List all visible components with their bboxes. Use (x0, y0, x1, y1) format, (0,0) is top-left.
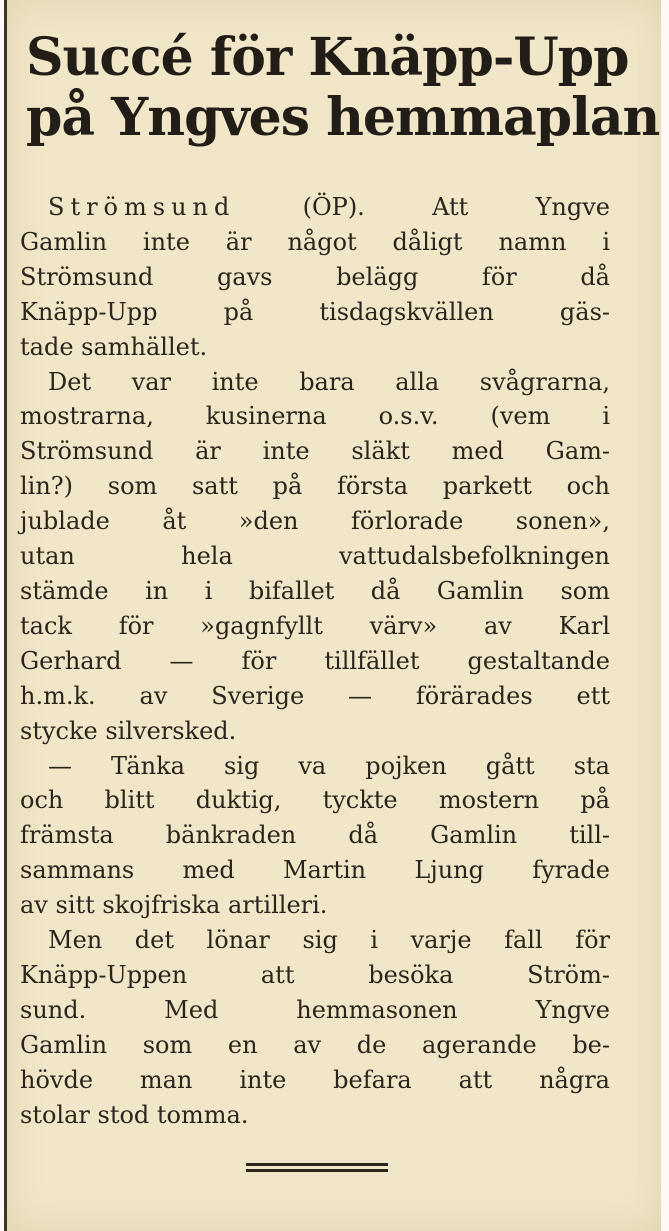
text-line: Gamlin inte är något dåligt namn i (20, 227, 610, 256)
text-line: sund. Med hemmasonen Yngve (20, 995, 610, 1024)
text-line: — Tänka sig va pojken gått sta (48, 751, 610, 780)
text-line: och blitt duktig, tyckte mostern på (20, 786, 610, 815)
text-line: Knäpp-Upp på tisdagskvällen gäs- (20, 297, 610, 326)
text-line: mostrarna, kusinerna o.s.v. (vem i (20, 402, 610, 431)
text-line: stycke silversked. (20, 716, 237, 745)
paragraph-2 (20, 365, 610, 749)
text-line: utan hela vattudalsbefolkningen (20, 542, 610, 571)
text-line: Strömsund är inte släkt med Gam- (20, 437, 610, 466)
dateline-place: Strömsund (48, 193, 236, 221)
text-line: Gerhard — för tillfället gestaltande (20, 646, 610, 675)
text-line: lin?) som satt på första parkett och (20, 472, 610, 501)
text-line: jublade åt »den förlorade sonen», (20, 507, 610, 536)
text-line: Det var inte bara alla svågrarna, (48, 367, 610, 396)
text-line (20, 190, 610, 225)
text-line: stämde in i bifallet då Gamlin som (20, 576, 610, 605)
dateline-rest: (ÖP). Att Yngve (235, 193, 610, 221)
end-rule (246, 1163, 388, 1172)
text-line: Strömsund gavs belägg för då (20, 262, 610, 291)
headline-line-2: på Yngves hemmaplan (26, 87, 660, 148)
headline (26, 27, 660, 148)
text-line: Men det lönar sig i varje fall för (48, 926, 610, 955)
text-line: främsta bänkraden då Gamlin till- (20, 821, 610, 850)
paragraph-4 (20, 923, 610, 1132)
text-line: stolar stod tomma. (20, 1100, 249, 1129)
text-line: h.m.k. av Sverige — förärades ett (20, 681, 610, 710)
text-line: hövde man inte befara att några (20, 1065, 610, 1094)
article-body (20, 190, 610, 1132)
clipping-edge (4, 0, 7, 1231)
text-line: Gamlin som en av de agerande be- (20, 1030, 610, 1059)
text-line: av sitt skojfriska artilleri. (20, 891, 328, 920)
text-line: tade samhället. (20, 332, 208, 361)
text-line: tack för »gagnfyllt värv» av Karl (20, 611, 610, 640)
paragraph-1 (20, 190, 610, 365)
paragraph-3 (20, 749, 610, 924)
text-line: sammans med Martin Ljung fyrade (20, 856, 610, 885)
headline-line-1: Succé för Knäpp-Upp (26, 27, 629, 88)
text-line: Knäpp-Uppen att besöka Ström- (20, 960, 610, 989)
